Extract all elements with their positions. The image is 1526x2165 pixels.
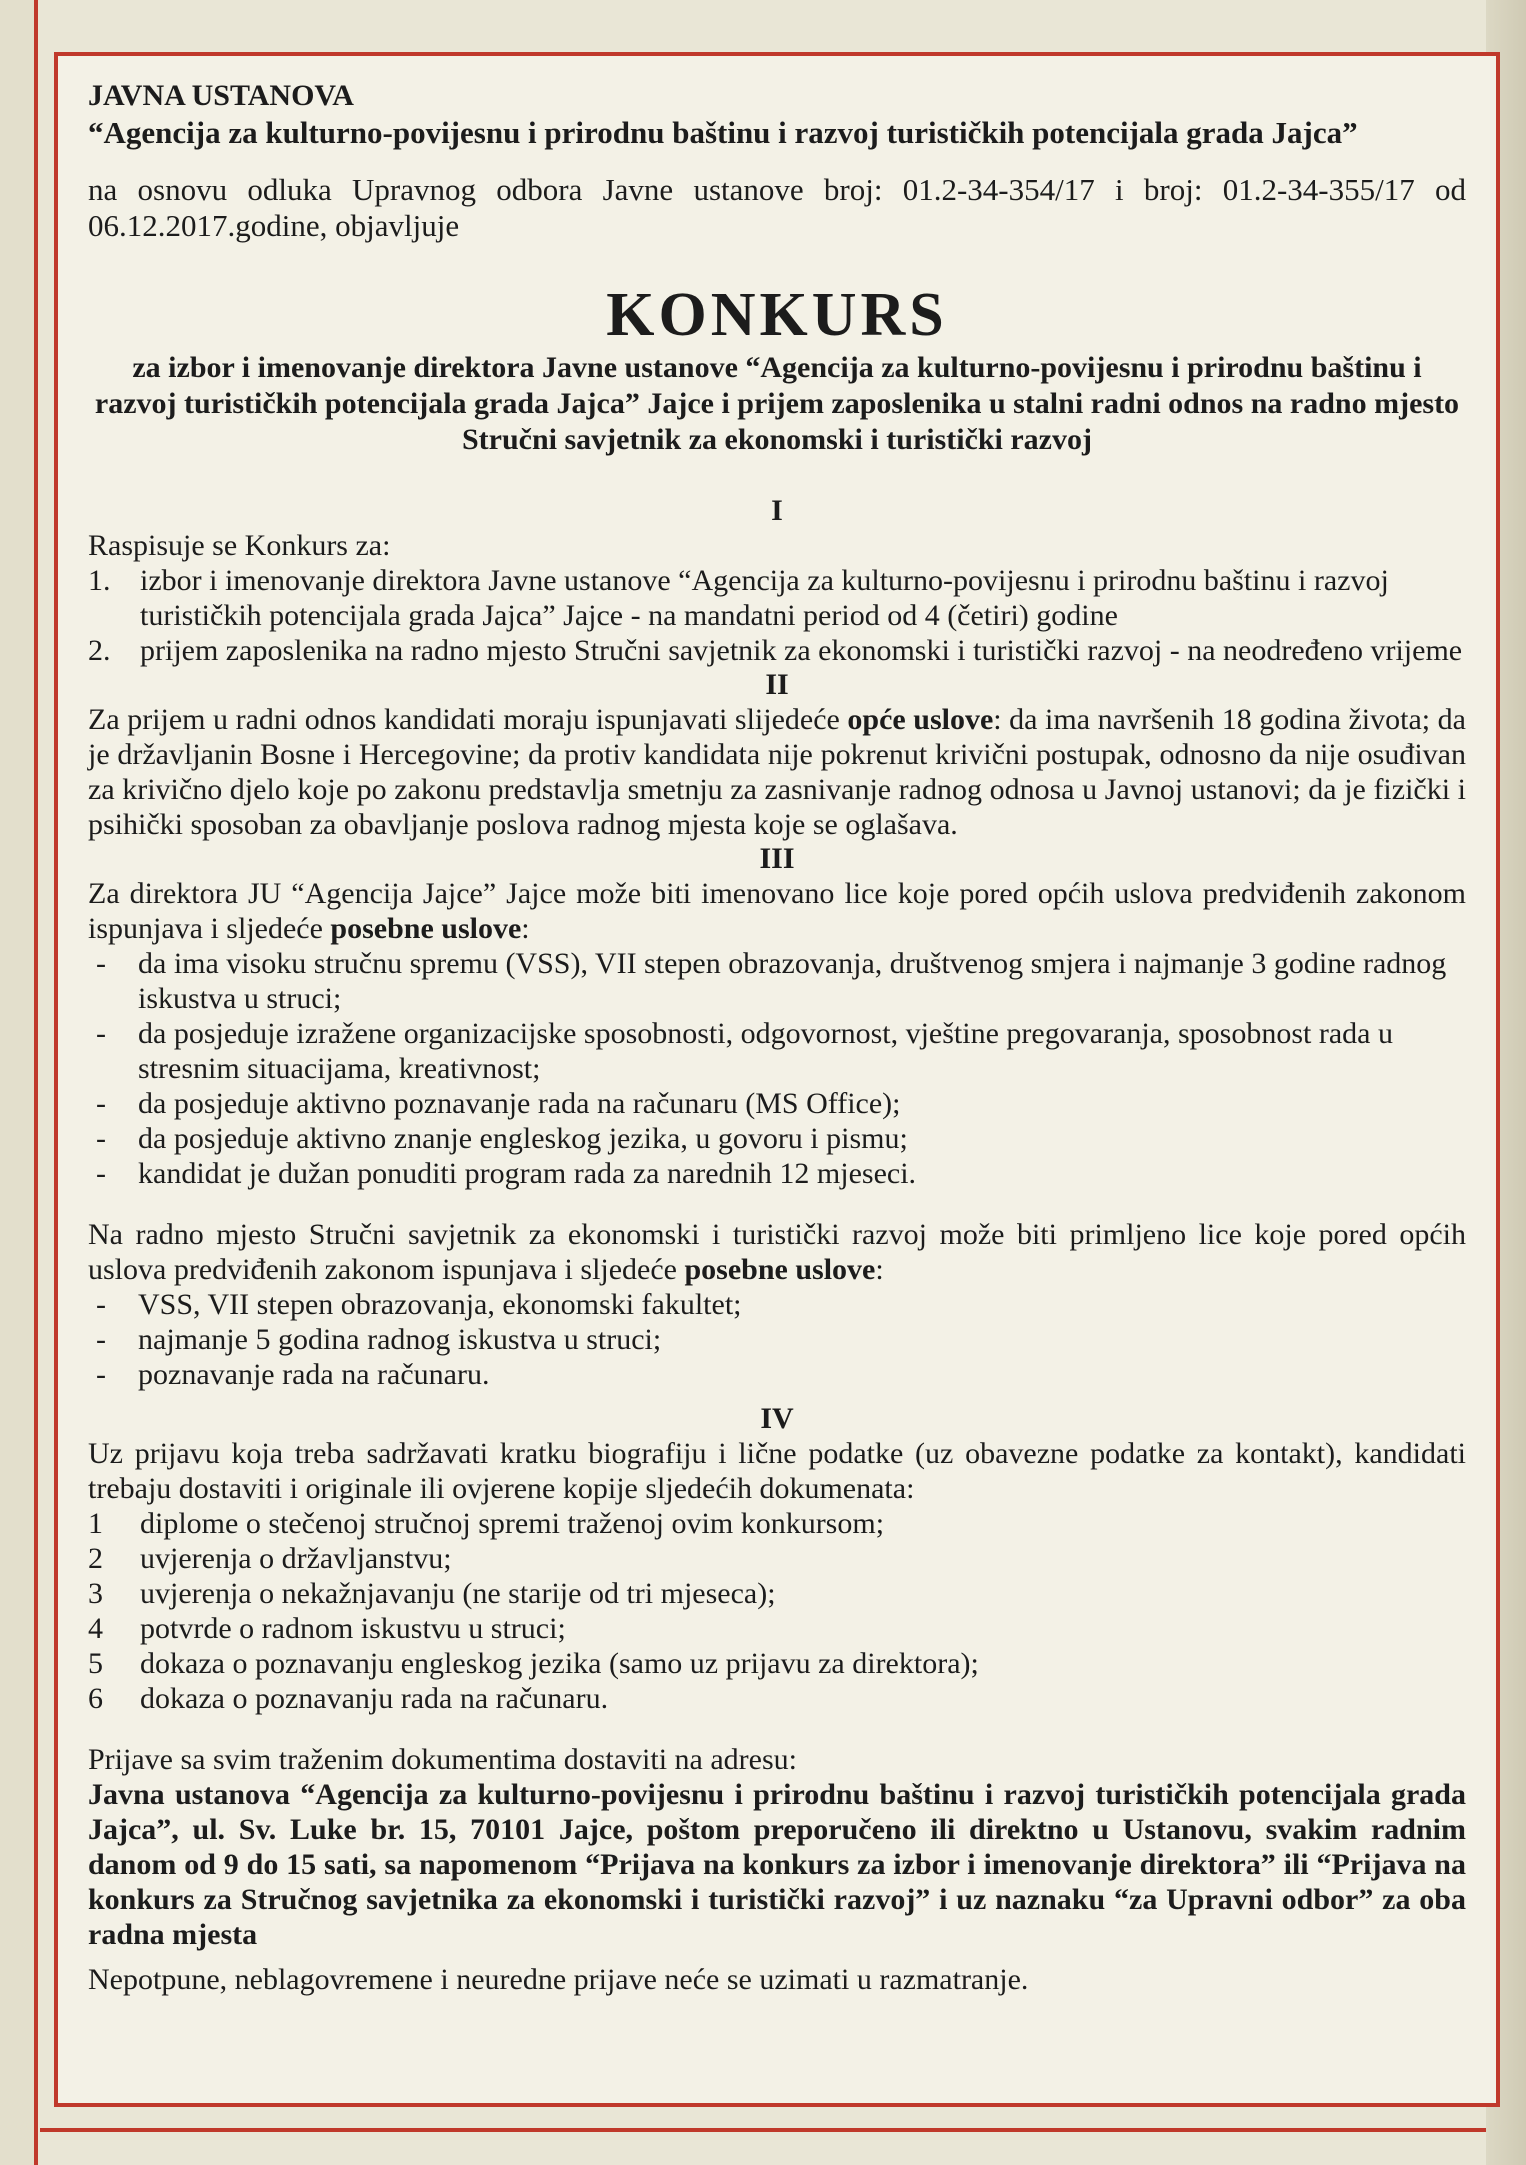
general-conditions-label: opće uslove — [847, 703, 994, 736]
institution-type: JAVNA USTANOVA — [88, 79, 354, 112]
closing-note: Nepotpune, neblagovremene i neuredne prijave neće se uzimati u razmatranje. — [88, 1963, 1029, 1996]
list-number: 2 — [88, 1542, 103, 1575]
list-item-text: kandidat je dužan ponuditi program rada za narednih 12 mjeseci. — [138, 1157, 917, 1190]
advisor-special-conditions-label: posebne uslove — [684, 1253, 876, 1286]
section-3-numeral: III — [759, 842, 795, 875]
section-1-list — [88, 563, 1466, 668]
list-item-text: da posjeduje aktivno poznavanje rada na računaru (MS Office); — [138, 1087, 901, 1120]
advisor-conditions-intro — [88, 1217, 1466, 1287]
director-special-conditions-label: posebne uslove — [330, 912, 522, 945]
list-dash: - — [96, 1017, 106, 1050]
section-2-numeral: II — [765, 668, 789, 701]
list-item-text: da posjeduje izražene organizacijske sposobnosti, odgovornost, vještine pregovaranja, sposobnost rada u stresnim situacijama, kreativnost; — [138, 1017, 1393, 1085]
list-number: 5 — [88, 1647, 103, 1680]
general-conditions-body: : da ima navršenih 18 godina života; da je državljanin Bosne i Hercegovine; da protiv kandidata nije pokrenut krivični postupak, odnosno da nije osuđivan za krivično djelo koje po zakonu predstavlja smetnju za zasnivanje radnog odnosa u Javnoj ustanovi; da je fizički i psihički sposoban za obavljanje poslova radnog mjesta koje se oglašava. — [88, 703, 1466, 841]
director-intro-colon: : — [521, 912, 530, 945]
list-dash: - — [96, 947, 106, 980]
advisor-intro-lead: Na radno mjesto Stručni savjetnik za ekonomski i turistički razvoj može biti primljeno lice koje pored općih uslova predviđenih zakonom ispunjava i sljedeće — [88, 1218, 1466, 1286]
list-item-text: dokaza o poznavanju engleskog jezika (samo uz prijavu za direktora); — [140, 1647, 979, 1680]
submission-address: Javna ustanova “Agencija za kulturno-povijesnu i prirodnu baštinu i razvoj turističkih potencijala grada Jajca”, ul. Sv. Luke br. 15, 70101 Jajce, poštom preporučeno ili direktno u Ustanovu, svakim radnim danom od 9 do 15 sati, sa napomenom “Prijava na konkurs za izbor i imenovanje direktora” ili “Prijava na konkurs za Stručnog savjetnika za ekonomski i turistički razvoj” i uz naznaku “za Upravni odbor” za oba radna mjesta — [88, 1778, 1466, 1951]
list-item — [88, 1541, 1466, 1576]
list-item — [88, 1357, 1466, 1392]
list-number: 1 — [88, 1507, 103, 1540]
documents-list — [88, 1506, 1466, 1716]
list-item — [88, 1016, 1466, 1086]
list-item — [88, 1156, 1466, 1191]
preamble: na osnovu odluka Upravnog odbora Javne ustanove broj: 01.2-34-354/17 i broj: 01.2-34-355/17 od 06.12.2017.godine, objavljuje — [88, 172, 1466, 243]
director-conditions-intro — [88, 876, 1466, 946]
list-item — [88, 1506, 1466, 1541]
list-dash: - — [96, 1157, 106, 1190]
list-item-text: uvjerenja o državljanstvu; — [140, 1542, 452, 1575]
document-title: KONKURS — [606, 281, 948, 349]
list-dash: - — [96, 1358, 106, 1391]
list-item — [88, 1646, 1466, 1681]
list-item-text: prijem zaposlenika na radno mjesto Stručni savjetnik za ekonomski i turistički razvoj - na neodređeno vrijeme — [140, 634, 1463, 667]
advisor-conditions-list — [88, 1287, 1466, 1392]
list-dash: - — [96, 1122, 106, 1155]
address-intro: Prijave sa svim traženim dokumentima dostaviti na adresu: — [88, 1743, 797, 1776]
list-item — [88, 1576, 1466, 1611]
list-number: 1. — [88, 564, 111, 597]
section-4-numeral: IV — [760, 1402, 794, 1435]
advisor-intro-colon: : — [875, 1253, 884, 1286]
list-item — [88, 1611, 1466, 1646]
list-dash: - — [96, 1087, 106, 1120]
list-item — [88, 563, 1466, 633]
list-item — [88, 1086, 1466, 1121]
list-item-text: da ima visoku stručnu spremu (VSS), VII stepen obrazovanja, društvenog smjera i najmanje 3 godine radnog iskustva u struci; — [138, 947, 1447, 1015]
document-subtitle: za izbor i imenovanje direktora Javne ustanove “Agencija za kulturno-povijesnu i prirodnu baštinu i razvoj turističkih potencijala grada Jajca” Jajce i prijem zaposlenika u stalni radni odnos na radno mjesto Stručni savjetnik za ekonomski i turistički razvoj — [94, 351, 1460, 456]
list-item — [88, 1681, 1466, 1716]
list-item-text: VSS, VII stepen obrazovanja, ekonomski fakultet; — [138, 1288, 742, 1321]
left-page-margin — [0, 0, 38, 2165]
list-item-text: diplome o stečenoj stručnoj spremi traženoj ovim konkursom; — [140, 1507, 885, 1540]
list-item — [88, 1121, 1466, 1156]
list-item-text: uvjerenja o nekažnjavanju (ne starije od tri mjeseca); — [140, 1577, 776, 1610]
list-number: 2. — [88, 634, 111, 667]
list-item — [88, 1322, 1466, 1357]
list-item-text: najmanje 5 godina radnog iskustva u struci; — [138, 1323, 662, 1356]
section-4-intro: Uz prijavu koja treba sadržavati kratku biografiju i lične podatke (uz obavezne podatke za kontakt), kandidati trebaju dostaviti i originale ili ovjerene kopije sljedećih dokumenata: — [88, 1437, 1466, 1505]
section-2-text — [88, 702, 1466, 842]
bottom-divider — [40, 2128, 1486, 2132]
general-conditions-lead: Za prijem u radni odnos kandidati moraju ispunjavati slijedeće — [88, 703, 848, 736]
director-conditions-list — [88, 946, 1466, 1191]
job-advertisement — [54, 52, 1500, 2107]
list-number: 3 — [88, 1577, 103, 1610]
list-item-text: dokaza o poznavanju rada na računaru. — [140, 1682, 609, 1715]
section-1-intro: Raspisuje se Konkurs za: — [88, 529, 391, 562]
list-item-text: potvrde o radnom iskustvu u struci; — [140, 1612, 566, 1645]
list-item-text: izbor i imenovanje direktora Javne ustanove “Agencija za kulturno-povijesnu i prirodnu baštinu i razvoj turističkih potencijala grada Jajca” Jajce - na mandatni period od 4 (četiri) godine — [140, 564, 1389, 632]
list-item-text: poznavanje rada na računaru. — [138, 1358, 490, 1391]
list-dash: - — [96, 1288, 106, 1321]
director-intro-lead: Za direktora JU “Agencija Jajce” Jajce može biti imenovano lice koje pored općih uslova predviđenih zakonom ispunjava i sljedeće — [88, 877, 1466, 945]
list-item — [88, 633, 1466, 668]
institution-full-name: “Agencija za kulturno-povijesnu i prirodnu baštinu i razvoj turističkih potencijala grada Jajca” — [88, 115, 1358, 150]
list-number: 6 — [88, 1682, 103, 1715]
section-1-numeral: I — [771, 494, 783, 527]
list-dash: - — [96, 1323, 106, 1356]
list-item — [88, 946, 1466, 1016]
list-item — [88, 1287, 1466, 1322]
list-item-text: da posjeduje aktivno znanje engleskog jezika, u govoru i pismu; — [138, 1122, 908, 1155]
list-number: 4 — [88, 1612, 103, 1645]
